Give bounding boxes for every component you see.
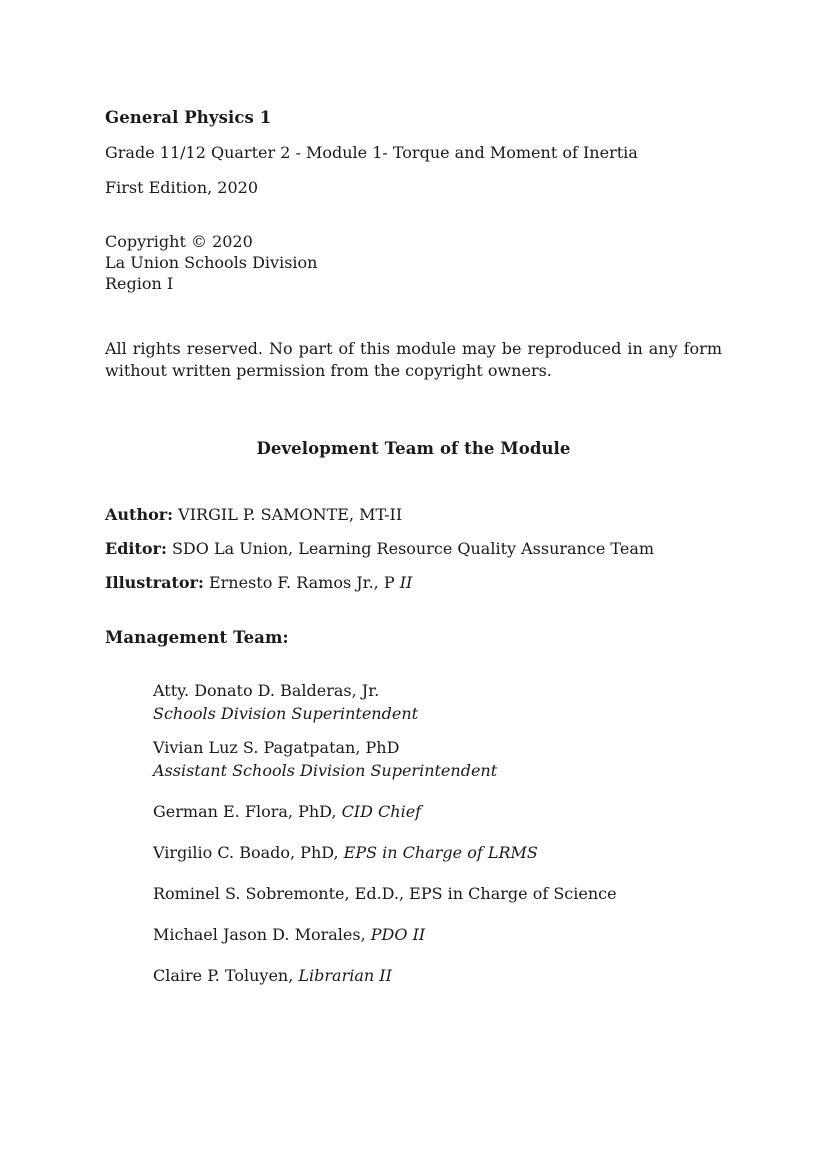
management-entry	[153, 964, 722, 987]
copyright-year-line: Copyright © 2020	[105, 232, 253, 251]
management-entry	[153, 882, 722, 905]
development-team-heading: Development Team of the Module	[256, 439, 571, 458]
credit-label-editor: Editor:	[105, 539, 167, 558]
management-member-name: Virgilio C. Boado, PhD,	[153, 843, 344, 862]
management-member-name: German E. Flora, PhD,	[153, 802, 342, 821]
credit-value-editor: SDO La Union, Learning Resource Quality Assurance Team	[171, 539, 655, 558]
management-member-name: Rominel S. Sobremonte, Ed.D.,	[153, 884, 410, 903]
title-block	[105, 100, 722, 205]
management-member-title: PDO II	[370, 925, 426, 944]
credit-line-illustrator	[105, 566, 722, 600]
copyright-block	[105, 231, 722, 294]
rights-reserved-paragraph: All rights reserved. No part of this module may be reproduced in any form without written permission from the copyright owners.	[105, 339, 722, 380]
credit-label-author: Author:	[105, 505, 174, 524]
management-member-title: Schools Division Superintendent	[153, 704, 419, 723]
module-subtitle: Grade 11/12 Quarter 2 - Module 1- Torque and Moment of Inertia	[105, 143, 638, 162]
management-member-title: CID Chief	[341, 802, 422, 821]
credit-line-editor	[105, 532, 722, 566]
management-member-title: EPS in Charge of LRMS	[343, 843, 538, 862]
management-team-list	[153, 679, 722, 987]
module-edition: First Edition, 2020	[105, 178, 259, 197]
management-member-name: Vivian Luz S. Pagatpatan, PhD	[153, 738, 400, 757]
management-entry	[153, 679, 722, 725]
page-content	[105, 100, 722, 998]
copyright-region-line: Region I	[105, 274, 174, 293]
management-entry	[153, 800, 722, 823]
management-member-name: Michael Jason D. Morales,	[153, 925, 371, 944]
copyright-division-line: La Union Schools Division	[105, 253, 318, 272]
credit-value-illustrator-rank: II	[399, 573, 413, 592]
credit-value-illustrator: Ernesto F. Ramos Jr., P	[208, 573, 400, 592]
management-entry	[153, 923, 722, 946]
development-team-credits	[105, 498, 722, 600]
management-entry	[153, 841, 722, 864]
credit-line-author	[105, 498, 722, 532]
credit-value-author: VIRGIL P. SAMONTE, MT-II	[178, 505, 403, 524]
management-member-name: Claire P. Toluyen,	[153, 966, 299, 985]
credit-label-illustrator: Illustrator:	[105, 573, 204, 592]
management-member-title: EPS in Charge of Science	[409, 884, 617, 903]
management-member-name: Atty. Donato D. Balderas, Jr.	[153, 681, 380, 700]
management-member-title: Assistant Schools Division Superintendent	[153, 761, 498, 780]
management-entry	[153, 736, 722, 782]
management-team-heading: Management Team:	[105, 628, 289, 647]
page-title: General Physics 1	[105, 108, 272, 127]
management-member-title: Librarian II	[298, 966, 392, 985]
